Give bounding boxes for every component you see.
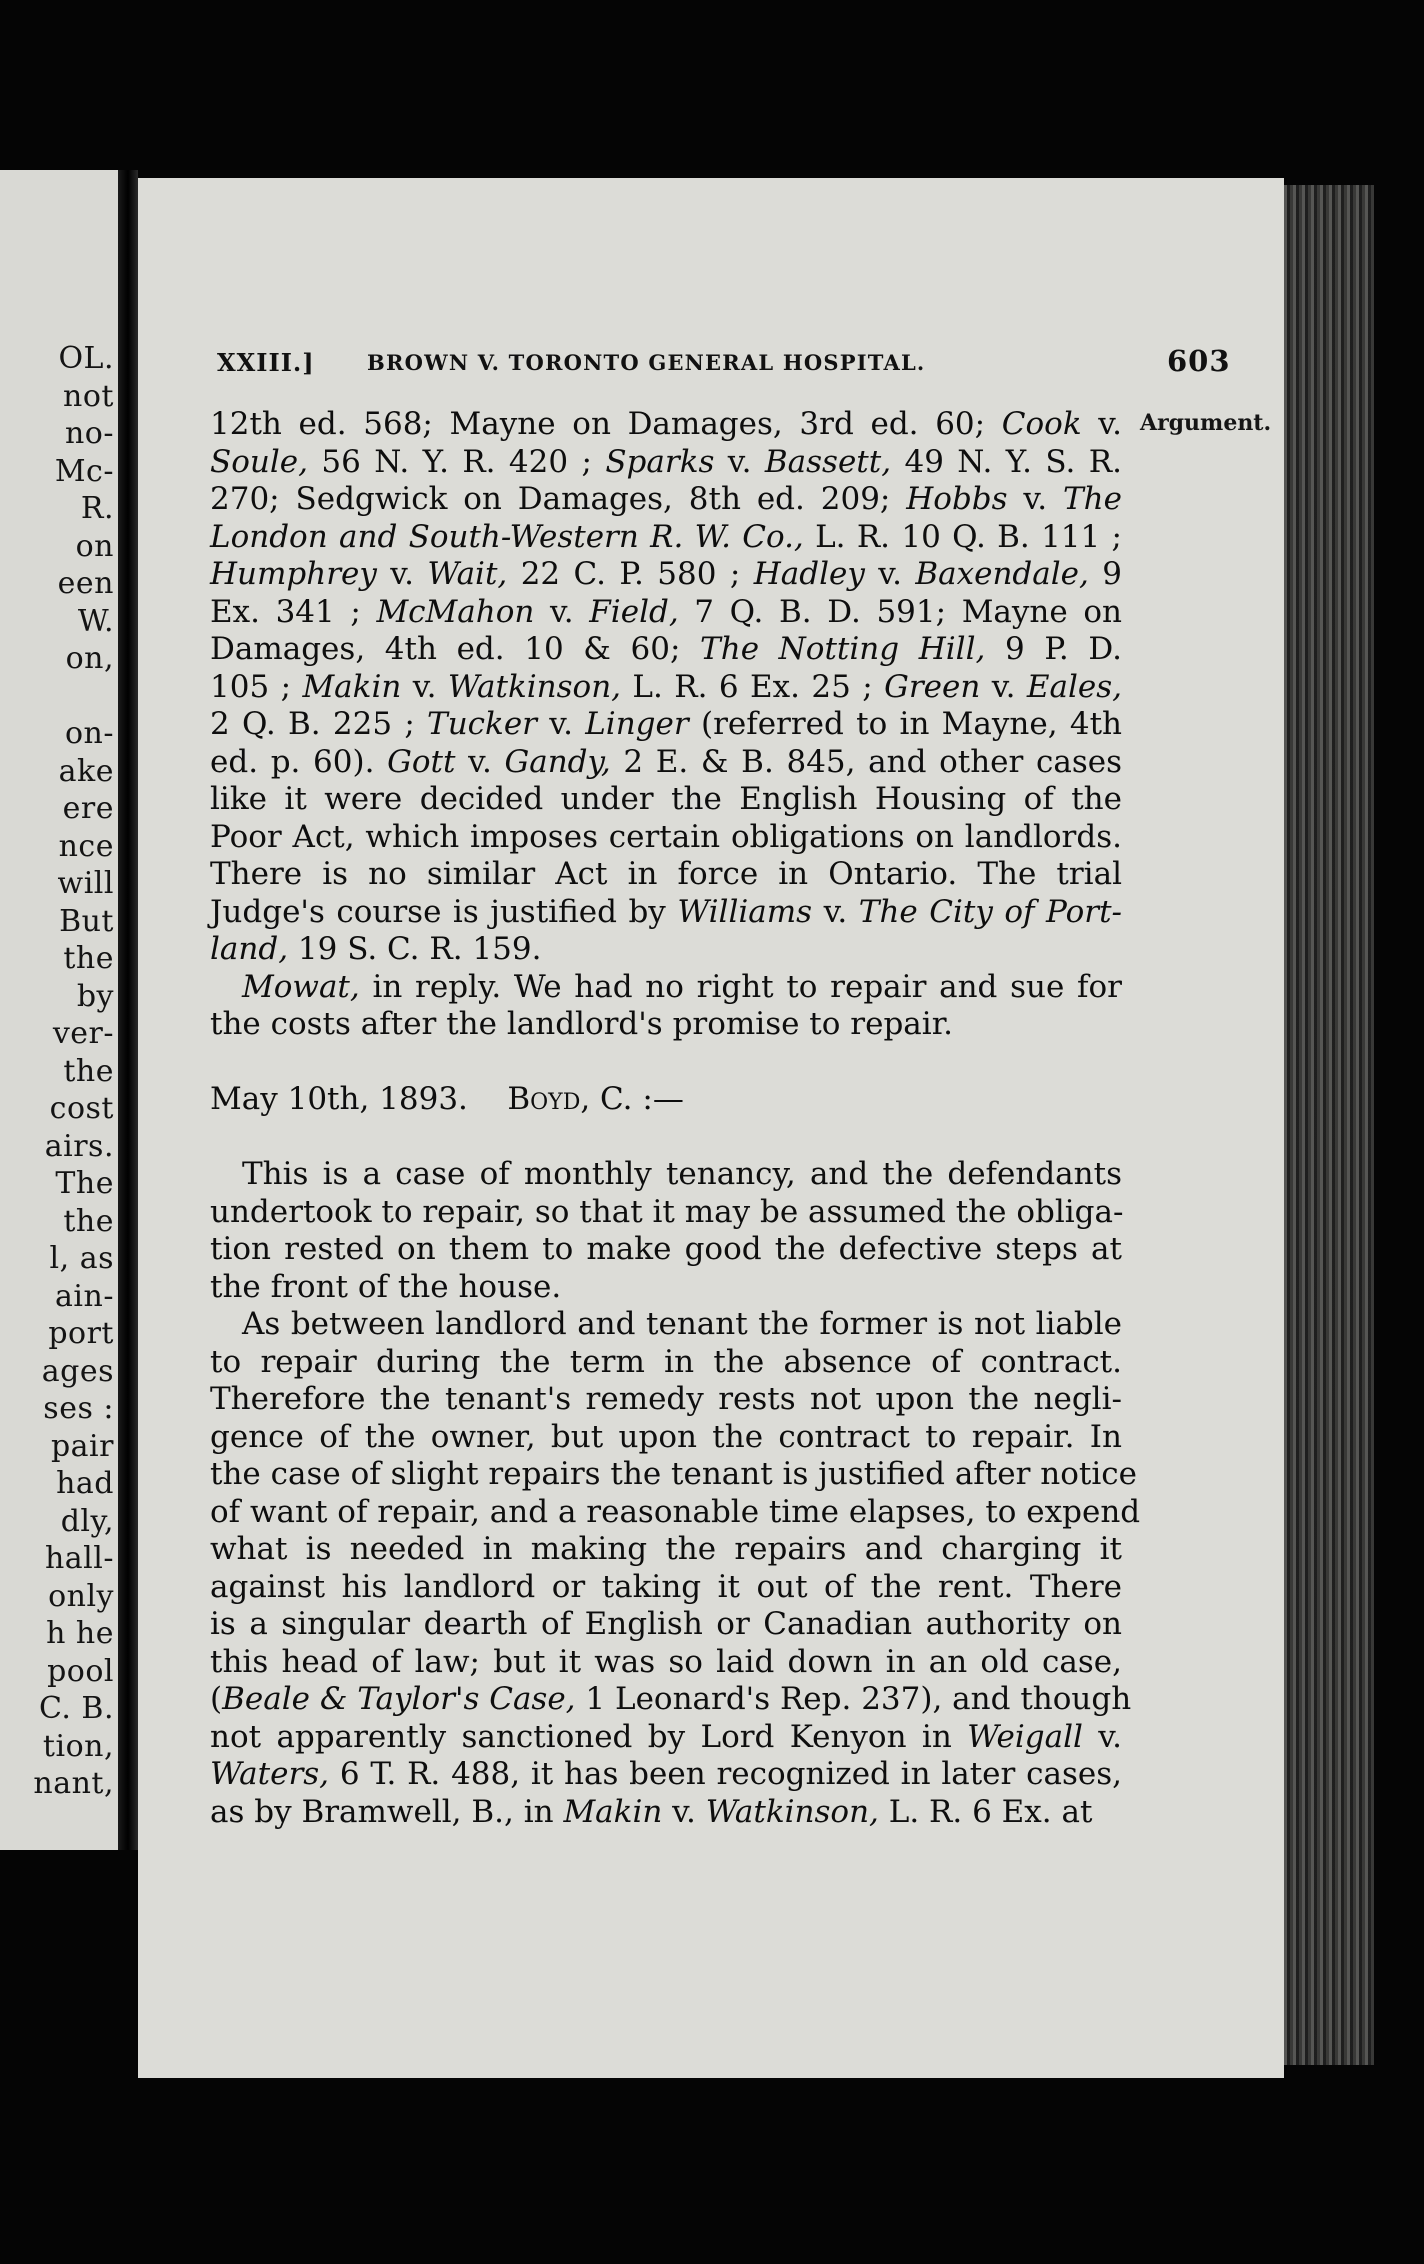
section-number: XXIII.]: [217, 348, 315, 377]
text-line: [210, 1306, 1122, 1344]
text-line: [210, 819, 1122, 857]
facing-page-fragment: ages: [41, 1353, 114, 1389]
text-segment: against his landlord or taking it out of the rent. There: [210, 1568, 1122, 1605]
facing-page-fragment: R.: [80, 491, 114, 526]
text-segment: v.: [1082, 1718, 1122, 1755]
text-segment: 49 N. Y. S. R.: [891, 443, 1122, 480]
text-segment: 22 C. P. 580 ;: [507, 556, 754, 592]
facing-page-fragment: only: [48, 1578, 114, 1614]
text-segment: v.: [980, 668, 1027, 705]
facing-page-fragment: hall-: [44, 1541, 114, 1576]
text-segment: Therefore the tenant's remedy rests not upon the negli-: [210, 1381, 1122, 1417]
judgment-heading: [210, 1081, 1122, 1119]
text-line: [210, 1681, 1132, 1719]
italic-citation: Gott: [387, 743, 456, 780]
text-segment: There is no similar Act in force in Ontario. The trial: [210, 856, 1122, 892]
text-segment: 9: [1088, 556, 1123, 592]
italic-citation: Hobbs: [906, 481, 1008, 517]
italic-citation: Eales,: [1026, 668, 1122, 705]
text-line: [210, 1344, 1122, 1382]
italic-citation: Wait,: [427, 556, 508, 592]
text-segment: L. R. 6 Ex. at: [878, 1793, 1093, 1830]
italic-citation: London and South-Western R. W. Co.,: [210, 518, 804, 555]
text-segment: v.: [812, 893, 859, 930]
facing-page-fragment: ver-: [52, 1016, 114, 1051]
text-segment: 105 ;: [210, 668, 303, 705]
text-line: [210, 1569, 1122, 1607]
italic-citation: Watkinson,: [705, 1793, 879, 1830]
facing-page-left: [0, 170, 118, 1850]
text-line: [210, 1493, 1141, 1532]
text-line: [210, 1231, 1122, 1269]
text-line: [210, 481, 1122, 519]
italic-citation: Tucker: [427, 706, 537, 742]
italic-citation: Bassett,: [764, 443, 892, 480]
text-segment: (: [210, 1681, 223, 1717]
italic-citation: Gandy,: [504, 743, 611, 780]
running-header: [217, 344, 1231, 384]
italic-citation: Field,: [589, 593, 679, 630]
text-segment: Damages, 4th ed. 10 & 60;: [210, 631, 701, 667]
text-segment: 19 S. C. R. 159.: [288, 931, 542, 967]
italic-citation: Beale & Taylor's Case,: [222, 1681, 576, 1717]
text-line: [210, 594, 1122, 632]
text-segment: v.: [1081, 406, 1122, 442]
text-segment: 6 T. R. 488, it has been recognized in later cases,: [329, 1756, 1122, 1792]
text-segment: as by Bramwell, B., in: [210, 1793, 564, 1830]
text-segment: 2 E. & B. 845, and other cases: [610, 743, 1123, 780]
facing-page-fragment: pair: [50, 1428, 114, 1464]
text-line: [210, 969, 1122, 1007]
text-segment: 7 Q. B. D. 591; Mayne on: [678, 593, 1122, 630]
facing-page-fragment: C. B.: [38, 1691, 114, 1726]
text-segment: v.: [536, 706, 586, 742]
text-line: [210, 781, 1122, 819]
text-segment: v.: [662, 1793, 706, 1830]
facing-page-fragment: nce: [58, 828, 114, 864]
text-segment: the costs after the landlord's promise to repair.: [210, 1006, 953, 1042]
text-segment: L. R. 10 Q. B. 111 ;: [803, 518, 1122, 555]
facing-page-fragment: Mc-: [54, 453, 114, 489]
text-segment: tion rested on them to make good the defective steps at: [210, 1231, 1122, 1267]
italic-citation: Humphrey: [210, 556, 377, 592]
text-segment: of want of repair, and a reasonable time elapses, to expend: [210, 1493, 1141, 1530]
facing-page-fragment: not: [63, 378, 114, 414]
facing-page-fragment: ain-: [55, 1278, 114, 1314]
facing-page-fragment: will: [57, 866, 114, 901]
facing-page-fragment: [33, 678, 114, 716]
text-line: [210, 519, 1122, 557]
text-segment: L. R. 6 Ex. 25 ;: [621, 668, 885, 705]
text-segment: to repair during the term in the absence of contract.: [210, 1343, 1122, 1380]
judgment-paragraph-2: [210, 1306, 1141, 1831]
facing-page-fragment: port: [48, 1316, 114, 1351]
facing-page-fragment: the: [63, 1203, 114, 1239]
facing-page-fragment: ake: [58, 753, 114, 789]
text-segment: this head of law; but it was so laid down in an old case,: [210, 1643, 1122, 1680]
facing-page-fragment: But: [59, 903, 114, 939]
facing-page-fragment: h he: [46, 1616, 114, 1651]
facing-page-fragment: on: [75, 528, 114, 564]
italic-citation: Sparks: [605, 443, 715, 480]
text-line: [210, 706, 1122, 744]
italic-citation: The Notting Hill,: [700, 631, 986, 667]
text-segment: gence of the owner, but upon the contract to repair. In: [210, 1418, 1122, 1455]
text-segment: 1 Leonard's Rep. 237), and though: [575, 1681, 1132, 1717]
margin-note-argument: Argument.: [1140, 410, 1272, 436]
text-segment: v.: [1007, 481, 1063, 517]
text-segment: is a singular dearth of English or Canadian authority on: [210, 1606, 1122, 1642]
facing-page-fragment: cost: [49, 1091, 114, 1126]
text-segment: 12th ed. 568; Mayne on Damages, 3rd ed. 60;: [210, 406, 1002, 442]
text-line: [210, 931, 1122, 969]
italic-citation: land,: [210, 931, 289, 967]
facing-page-fragment: had: [56, 1466, 114, 1501]
italic-citation: Makin: [302, 668, 402, 705]
text-segment: v.: [534, 593, 590, 630]
facing-page-fragment: ere: [62, 791, 114, 826]
text-line: [210, 669, 1122, 707]
text-line: [210, 1794, 1122, 1832]
facing-page-fragment: the: [63, 1053, 114, 1089]
text-segment: (referred to in Mayne, 4th: [688, 706, 1122, 742]
text-line: [210, 1456, 1137, 1494]
facing-page-fragment: tion,: [42, 1728, 114, 1764]
italic-citation: Weigall: [967, 1718, 1083, 1755]
text-segment: undertook to repair, so that it may be assumed the obliga-: [210, 1193, 1124, 1230]
facing-page-fragment: on-: [64, 716, 114, 751]
facing-page-fragment: pool: [47, 1653, 114, 1689]
argument-paragraph: [210, 406, 1122, 969]
judge-name: Boyd, C. :—: [507, 1081, 684, 1117]
text-line: [210, 1531, 1122, 1569]
text-segment: v.: [455, 743, 505, 780]
facing-page-fragment: The: [55, 1166, 114, 1201]
text-segment: This is a case of monthly tenancy, and the defendants: [242, 1156, 1122, 1192]
text-segment: the case of slight repairs the tenant is justified after notice: [210, 1456, 1137, 1492]
book-gutter: [118, 170, 138, 1850]
text-line: [210, 1419, 1122, 1457]
running-title: BROWN V. TORONTO GENERAL HOSPITAL.: [367, 350, 926, 375]
text-line: [210, 1156, 1122, 1194]
text-segment: 56 N. Y. R. 420 ;: [307, 443, 606, 480]
reply-paragraph: [210, 969, 1122, 1044]
facing-page-fragment: no-: [64, 416, 114, 451]
text-segment: Judge's course is justified by: [210, 893, 678, 930]
italic-citation: Green: [884, 668, 981, 705]
facing-page-fragment: l, as: [49, 1241, 114, 1276]
facing-page-fragment: ses :: [43, 1391, 114, 1426]
facing-page-line-endings: [33, 340, 114, 1803]
italic-citation: Waters,: [210, 1756, 330, 1792]
italic-citation: Makin: [563, 1793, 663, 1830]
text-line: [210, 631, 1122, 669]
text-segment: the front of the house.: [210, 1268, 562, 1305]
text-segment: 2 Q. B. 225 ;: [210, 706, 428, 742]
facing-page-fragment: the: [63, 941, 114, 976]
facing-page-fragment: W.: [77, 603, 114, 639]
text-segment: like it were decided under the English Housing of the: [210, 781, 1122, 817]
italic-citation: Mowat,: [242, 968, 360, 1005]
italic-citation: Baxendale,: [915, 556, 1089, 592]
facing-page-fragment: by: [76, 978, 114, 1014]
text-line: [210, 1006, 1122, 1044]
text-segment: ed. p. 60).: [210, 743, 388, 780]
text-segment: in reply. We had no right to repair and sue for: [359, 968, 1122, 1005]
text-segment: v.: [864, 556, 916, 592]
page-edges: [1284, 185, 1374, 2065]
text-line: [210, 406, 1122, 444]
text-segment: v.: [376, 556, 428, 592]
page-body: [210, 406, 1141, 1831]
italic-citation: Hadley: [753, 556, 865, 592]
text-line: [210, 894, 1122, 932]
text-segment: v.: [714, 443, 765, 480]
italic-citation: McMahon: [376, 593, 535, 630]
facing-page-fragment: airs.: [44, 1128, 114, 1164]
text-line: [210, 1719, 1122, 1757]
italic-citation: Linger: [585, 706, 689, 742]
italic-citation: Watkinson,: [447, 668, 622, 705]
text-line: [210, 1756, 1122, 1794]
text-line: [210, 1269, 1122, 1307]
text-line: [210, 1381, 1122, 1419]
facing-page-fragment: nant,: [33, 1766, 114, 1801]
text-line: [210, 856, 1122, 894]
page-number: 603: [1167, 344, 1231, 378]
text-line: [210, 744, 1122, 782]
facing-page-fragment: dly,: [60, 1503, 114, 1539]
book-page: [138, 178, 1284, 2078]
judgment-date: May 10th, 1893.: [210, 1081, 468, 1117]
italic-citation: Williams: [677, 893, 813, 930]
facing-page-fragment: OL.: [58, 341, 114, 376]
italic-citation: The City of Port-: [858, 893, 1122, 930]
text-line: [210, 1606, 1122, 1644]
italic-citation: Soule,: [210, 443, 308, 480]
text-segment: not apparently sanctioned by Lord Kenyon in: [210, 1718, 968, 1755]
text-segment: 270; Sedgwick on Damages, 8th ed. 209;: [210, 481, 907, 517]
facing-page-fragment: on,: [65, 641, 114, 676]
facing-page-fragment: een: [57, 566, 114, 601]
text-segment: 9 P. D.: [985, 631, 1122, 667]
text-segment: what is needed in making the repairs and charging it: [210, 1531, 1122, 1567]
text-segment: v.: [401, 668, 448, 705]
text-line: [210, 444, 1122, 482]
text-segment: As between landlord and tenant the former is not liable: [242, 1306, 1122, 1342]
judgment-paragraph-1: [210, 1156, 1122, 1306]
italic-citation: The: [1063, 481, 1122, 517]
text-line: [210, 556, 1122, 594]
italic-citation: Cook: [1001, 406, 1082, 442]
text-line: [210, 1644, 1122, 1682]
text-segment: Poor Act, which imposes certain obligations on landlords.: [210, 818, 1122, 855]
text-segment: Ex. 341 ;: [210, 593, 377, 630]
text-line: [210, 1194, 1122, 1232]
